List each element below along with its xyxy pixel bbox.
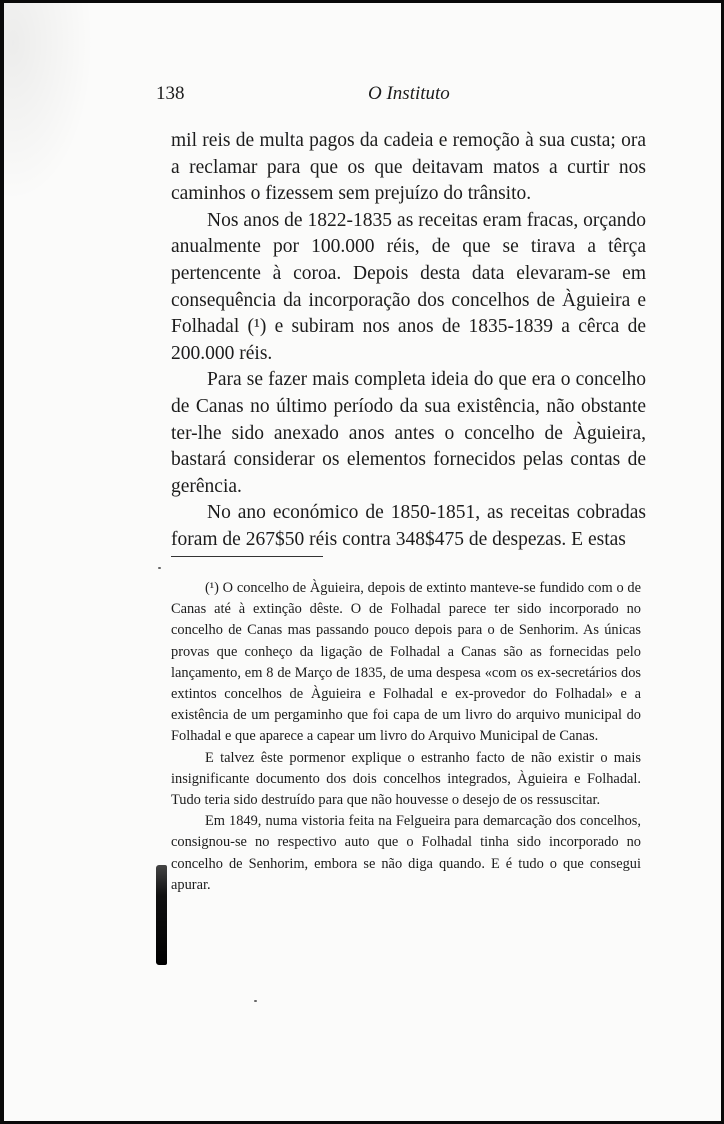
- running-title: O Instituto: [368, 83, 450, 104]
- main-text: [171, 128, 646, 554]
- body-paragraph: Para se fazer mais completa ideia do que era o concelho de Canas no último período da sua existência, não obstante ter-lhe sido anexado anos antes o concelho de Àguieira, bastará considerar os elementos fornecidos pelas contas de gerência.: [171, 369, 646, 497]
- footnote-paragraph: (¹) O concelho de Àguieira, depois de extinto manteve-se fundido com o de Canas até à extinção dêste. O de Folhadal parece ter sido incorporado no concelho de Canas mas passando pouco depois para o de Senhorim. As únicas provas que conheço da ligação de Folhadal a Canas são as fornecidas pelo lançamento, em 8 de Março de 1835, de uma despesa «com os ex-secretários dos extintos concelhos de Àguieira e Folhadal e ex-provedor do Folhadal» e a existência de um pergaminho que foi capa de um livro do arquivo municipal do Folhadal e que aparece a capear um livro do Arquivo Municipal de Canas.: [171, 580, 641, 745]
- paper-speck: [158, 567, 161, 569]
- body-paragraph: mil reis de multa pagos da cadeia e remoção à sua custa; ora a reclamar para que os que deitavam matos a curtir nos caminhos o fizessem sem prejuízo do trânsito.: [171, 130, 646, 205]
- footnote-paragraph: Em 1849, numa vistoria feita na Felgueira para demarcação dos concelhos, consignou-se no respectivo auto que o Folhadal tinha sido incorporado no concelho de Senhorim, embora se não diga quando. E é tudo o que consegui apurar.: [171, 813, 641, 893]
- page-edge-shadow: [4, 3, 94, 203]
- body-paragraph: No ano económico de 1850-1851, as receitas cobradas foram de 267$50 réis contra 348$475 de despezas. E estas: [171, 502, 646, 550]
- footnotes: [171, 578, 641, 896]
- paper-speck: [254, 1000, 257, 1002]
- footnote-separator: [171, 556, 323, 557]
- page-number: 138: [156, 83, 185, 104]
- ink-blot: [156, 865, 167, 965]
- footnote-paragraph: E talvez êste pormenor explique o estranho facto de não existir o mais insignificante documento dos dois concelhos integrados, Àguieira e Folhadal. Tudo teria sido destruído para que não houvesse o desejo de os ressuscitar.: [171, 749, 641, 809]
- body-paragraph: Nos anos de 1822-1835 as receitas eram fracas, orçando anualmente por 100.000 réis, de que se tirava a têrça pertencente à coroa. Depois desta data elevaram-se em consequência da incorporação dos concelhos de Àguieira e Folhadal (¹) e subiram nos anos de 1835-1839 a cêrca de 200.000 réis.: [171, 209, 646, 364]
